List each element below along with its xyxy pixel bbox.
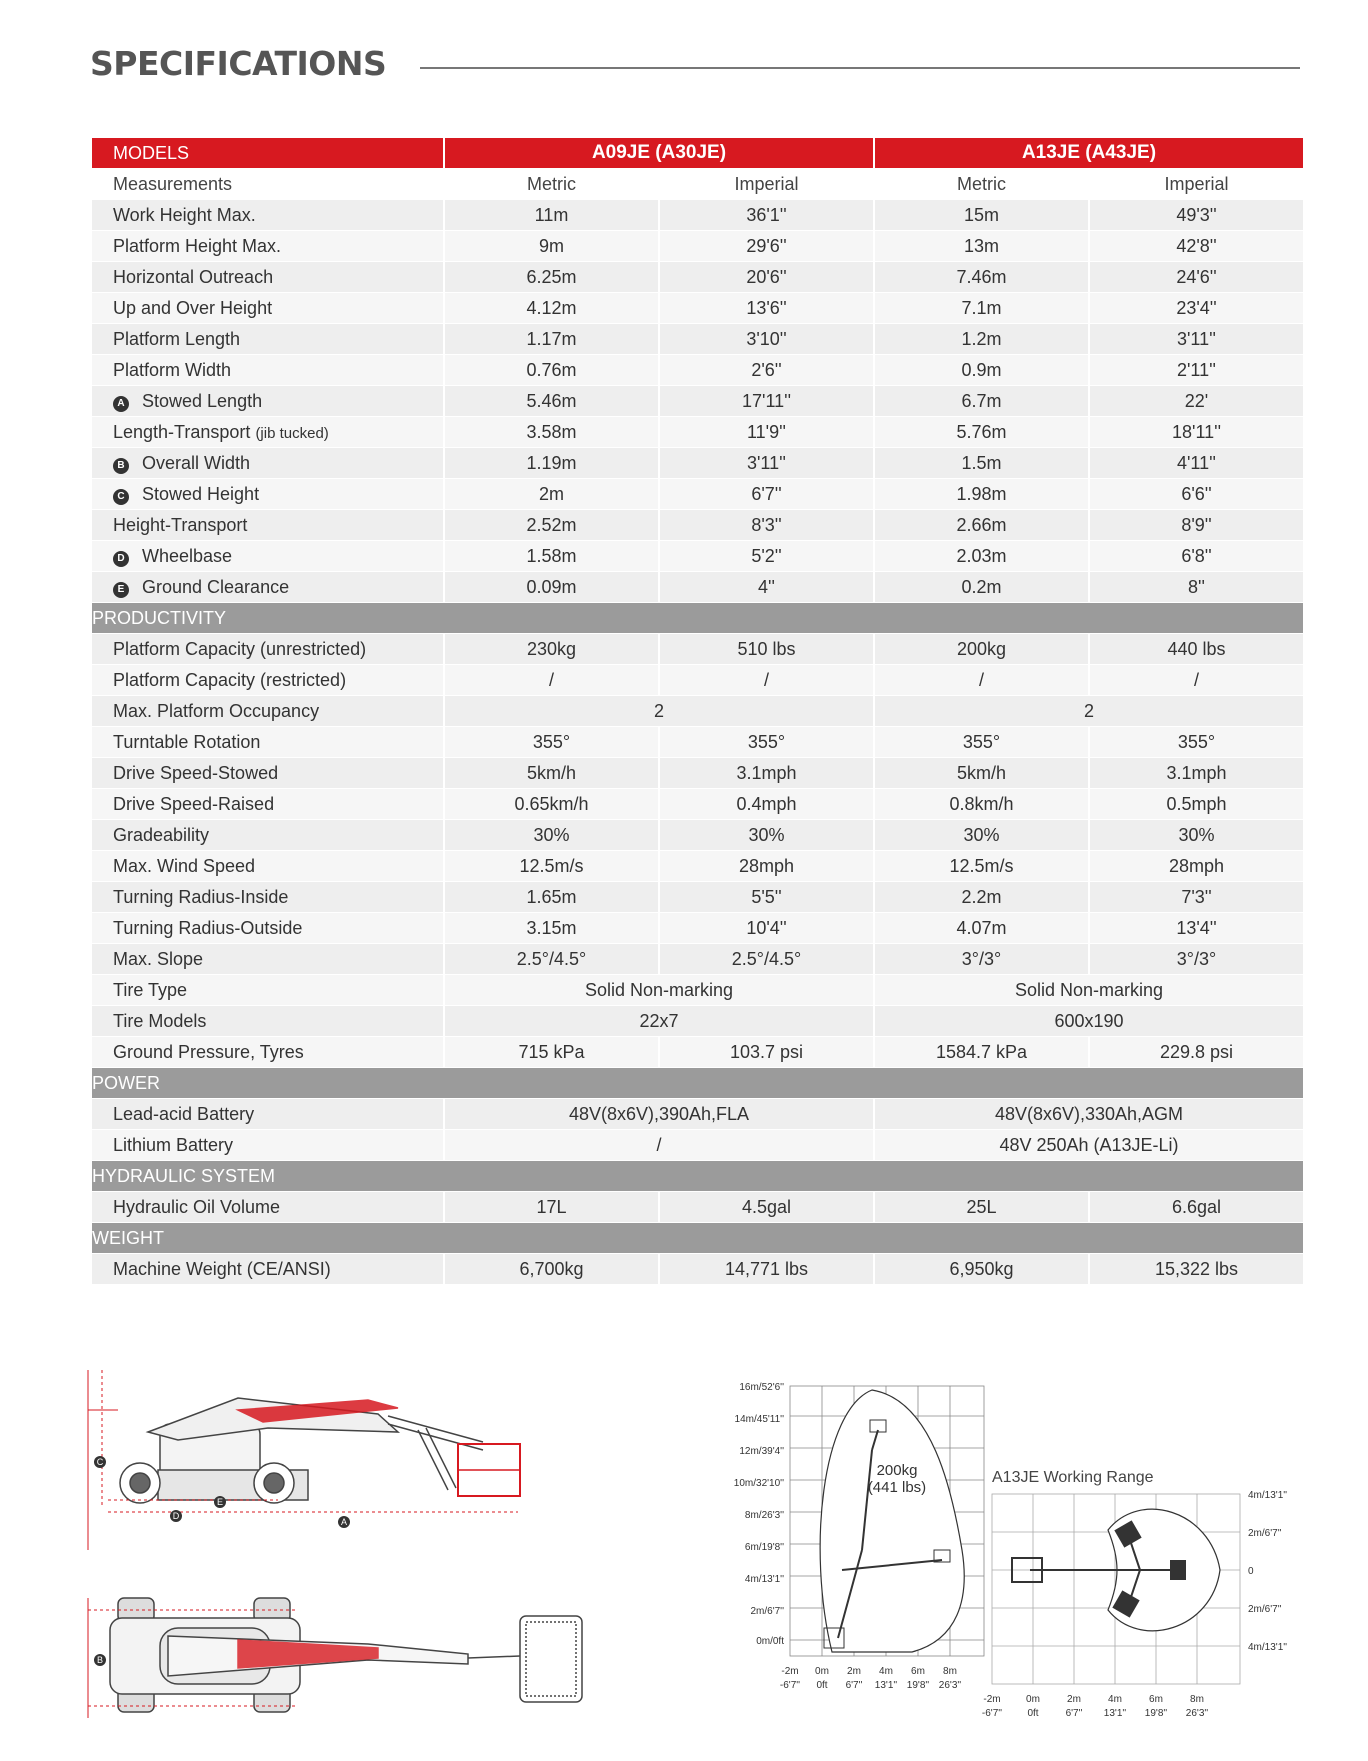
model-a-imperial-value: 5'5'' [660,882,873,912]
model-a-header: A09JE (A30JE) [445,138,873,168]
dimension-badge: A [113,396,129,412]
model-b-metric-value: 0.9m [875,355,1088,385]
row-label-text: Length-Transport [113,421,251,442]
range-x-tick-label: 2m [847,1666,861,1677]
model-b-metric-value: 5km/h [875,758,1088,788]
model-a-metric-value: 715 kPa [445,1037,658,1067]
model-a-metric-value: 355° [445,727,658,757]
model-a-imperial-value: 355° [660,727,873,757]
row-label [92,975,443,1005]
model-b-metric-value: 1.98m [875,479,1088,509]
model-b-imperial-value: 3'11'' [1090,324,1303,354]
model-a-metric-value: 0.09m [445,572,658,602]
working-range-x-tick-label-imperial: 0ft [1027,1708,1039,1719]
range-x-tick-label-imperial: 13'1'' [874,1680,898,1691]
model-a-metric-value: 1.19m [445,448,658,478]
imperial-a-label: Imperial [734,173,799,194]
specifications-table [90,137,1305,1285]
table-row [92,324,1303,354]
table-row [92,1006,1303,1036]
working-range-x-tick-label: -2m [983,1694,1001,1705]
section-header [92,1161,1303,1191]
row-label [92,293,443,323]
table-row [92,386,1303,416]
row-label [92,200,443,230]
range-x-tick-label: 4m [879,1666,893,1677]
model-b-imperial-value: 8'9'' [1090,510,1303,540]
row-label [92,758,443,788]
model-b-imperial-value: 6'8'' [1090,541,1303,571]
row-label [92,324,443,354]
row-label-text: Max. Platform Occupancy [113,700,320,721]
table-row [92,293,1303,323]
model-a-metric-value: 12.5m/s [445,851,658,881]
model-a-metric-value: 2m [445,479,658,509]
model-a-imperial-value: 103.7 psi [660,1037,873,1067]
section-header [92,603,1303,633]
header-row [92,138,1303,168]
model-a-metric-value: 4.12m [445,293,658,323]
model-b-imperial-value: 0.5mph [1090,789,1303,819]
section-header [92,1223,1303,1253]
table-row [92,200,1303,230]
model-a-imperial-value: 36'1'' [660,200,873,230]
model-b-imperial-value: 23'4'' [1090,293,1303,323]
row-label-text: Max. Wind Speed [113,855,256,876]
row-label-text: Platform Capacity (unrestricted) [113,638,367,659]
table-row [92,1192,1303,1222]
working-range-x-tick-label-imperial: -6'7'' [981,1708,1003,1719]
model-b-imperial-value: 440 lbs [1090,634,1303,664]
working-range-x-tick-label: 0m [1026,1694,1040,1705]
metric-b-label: Metric [957,173,1006,194]
row-label [92,510,443,540]
range-x-tick-label: 0m [815,1666,829,1677]
section-title: WEIGHT [92,1223,1303,1253]
units-row [92,169,1303,199]
model-a-imperial-value: 8'3'' [660,510,873,540]
range-x-tick-label-imperial: 6'7'' [845,1680,863,1691]
model-a-metric-value: 6,700kg [445,1254,658,1284]
model-b-imperial-value: 229.8 psi [1090,1037,1303,1067]
working-range-x-tick-label: 6m [1149,1694,1163,1705]
row-label [92,1006,443,1036]
model-b-metric-value: 13m [875,231,1088,261]
row-label [92,448,443,478]
model-b-metric-value: 30% [875,820,1088,850]
model-a-imperial-value: 510 lbs [660,634,873,664]
section-title: POWER [92,1068,1303,1098]
model-a-imperial-value: 11'9'' [660,417,873,447]
model-a-value: 48V(8x6V),390Ah,FLA [445,1099,873,1129]
range-y-tick-label: 0m/0ft [756,1636,784,1647]
row-label-text: Drive Speed-Raised [113,793,275,814]
model-b-metric-value: 355° [875,727,1088,757]
working-range-y-tick-label: 4m/13'1'' [1248,1642,1288,1653]
table-row [92,634,1303,664]
top-view-diagram [88,1588,588,1728]
table-row [92,417,1303,447]
side-label-d: D [172,1511,180,1521]
row-label [92,696,443,726]
working-range-x-tick-label: 4m [1108,1694,1122,1705]
model-a-value: Solid Non-marking [445,975,873,1005]
model-a-imperial-value: 13'6'' [660,293,873,323]
row-label [92,355,443,385]
row-label-text: Lead-acid Battery [113,1103,255,1124]
model-a-metric-value: 5km/h [445,758,658,788]
model-b-imperial-value: 355° [1090,727,1303,757]
range-chart [712,1370,1002,1730]
metric-a-label: Metric [527,173,576,194]
model-b-metric-value: 1.2m [875,324,1088,354]
model-b-imperial-value: 3°/3° [1090,944,1303,974]
row-label-text: Up and Over Height [113,297,273,318]
model-a-value: 22x7 [445,1006,873,1036]
row-label-text: Turning Radius-Inside [113,886,289,907]
row-label [92,789,443,819]
row-label [92,479,443,509]
model-b-metric-value: 2.2m [875,882,1088,912]
model-b-value: 2 [875,696,1303,726]
row-label-text: Hydraulic Oil Volume [113,1196,281,1217]
model-a-metric-value: 17L [445,1192,658,1222]
side-label-e: E [216,1497,224,1507]
model-a-imperial-value: 17'11'' [660,386,873,416]
range-x-tick-label-imperial: -6'7'' [779,1680,801,1691]
range-y-tick-label: 16m/52'6'' [739,1382,784,1393]
dimension-badge: D [113,551,129,567]
working-range-y-tick-label: 2m/6'7'' [1248,1528,1282,1539]
row-label-text: Stowed Length [142,390,263,411]
row-label [92,541,443,571]
table-row [92,510,1303,540]
table-row [92,262,1303,292]
model-b-imperial-value: 18'11'' [1090,417,1303,447]
row-label-text: Platform Capacity (restricted) [113,669,347,690]
model-b-metric-value: 5.76m [875,417,1088,447]
row-label [92,820,443,850]
model-a-metric-value: 0.65km/h [445,789,658,819]
row-label-text: Turntable Rotation [113,731,261,752]
table-row [92,665,1303,695]
model-a-metric-value: 1.58m [445,541,658,571]
row-label-text: Machine Weight (CE/ANSI) [113,1258,331,1279]
row-label [92,231,443,261]
table-row [92,975,1303,1005]
dimension-badge: C [113,489,129,505]
working-range-diagram [981,1460,1320,1730]
table-row [92,572,1303,602]
model-b-imperial-value: 3.1mph [1090,758,1303,788]
range-y-tick-label: 4m/13'1'' [744,1574,784,1585]
model-a-metric-value: 9m [445,231,658,261]
model-a-imperial-value: 5'2'' [660,541,873,571]
model-a-imperial-value: 28mph [660,851,873,881]
row-label [92,1254,443,1284]
model-a-imperial-value: 2'6'' [660,355,873,385]
model-b-value: 48V(8x6V),330Ah,AGM [875,1099,1303,1129]
model-b-metric-value: 15m [875,200,1088,230]
model-b-imperial-value: 30% [1090,820,1303,850]
model-b-metric-value: 6,950kg [875,1254,1088,1284]
row-label-text: Platform Height Max. [113,235,282,256]
model-b-metric-value: 4.07m [875,913,1088,943]
model-a-metric-value: 2.5°/4.5° [445,944,658,974]
model-b-imperial-value: 4'11'' [1090,448,1303,478]
row-label [92,665,443,695]
row-label-text: Lithium Battery [113,1134,234,1155]
range-y-tick-label: 2m/6'7'' [750,1606,784,1617]
model-b-metric-value: 2.66m [875,510,1088,540]
model-a-metric-value: 2.52m [445,510,658,540]
row-label [92,1192,443,1222]
table-row [92,820,1303,850]
table-row [92,479,1303,509]
row-label-text: Stowed Height [142,483,260,504]
row-label-text: Ground Pressure, Tyres [113,1041,304,1062]
range-load-label-imperial: (441 lbs) [867,1479,927,1496]
model-a-imperial-value: 6'7'' [660,479,873,509]
row-label-text: Gradeability [113,824,210,845]
model-b-metric-value: / [875,665,1088,695]
working-range-y-tick-label: 4m/13'1'' [1248,1490,1288,1501]
model-b-metric-value: 0.2m [875,572,1088,602]
section-title: PRODUCTIVITY [92,603,1303,633]
table-row [92,727,1303,757]
model-a-imperial-value: / [660,665,873,695]
row-label [92,882,443,912]
row-label [92,1099,443,1129]
model-b-imperial-value: 22' [1090,386,1303,416]
model-b-metric-value: 7.1m [875,293,1088,323]
row-label-note: (jib tucked) [255,424,329,442]
model-a-imperial-value: 4'' [660,572,873,602]
working-range-y-tick-label: 2m/6'7'' [1248,1604,1282,1615]
table-row [92,944,1303,974]
model-a-imperial-value: 3'10'' [660,324,873,354]
working-range-x-tick-label-imperial: 19'8'' [1144,1708,1168,1719]
model-b-metric-value: 1584.7 kPa [875,1037,1088,1067]
model-a-imperial-value: 10'4'' [660,913,873,943]
table-row [92,355,1303,385]
model-a-metric-value: 6.25m [445,262,658,292]
model-a-value: / [445,1130,873,1160]
row-label-text: Turning Radius-Outside [113,917,303,938]
table-row [92,541,1303,571]
model-b-value: 48V 250Ah (A13JE-Li) [875,1130,1303,1160]
range-x-tick-label: 8m [943,1666,957,1677]
model-b-imperial-value: 2'11'' [1090,355,1303,385]
range-x-tick-label-imperial: 19'8'' [906,1680,930,1691]
table-row [92,1130,1303,1160]
table-row [92,1037,1303,1067]
model-a-metric-value: 0.76m [445,355,658,385]
row-label-text: Horizontal Outreach [113,266,274,287]
model-a-metric-value: / [445,665,658,695]
row-label [92,851,443,881]
model-a-imperial-value: 14,771 lbs [660,1254,873,1284]
section-header [92,1068,1303,1098]
model-a-metric-value: 1.17m [445,324,658,354]
working-range-x-tick-label-imperial: 6'7'' [1065,1708,1083,1719]
working-range-title: A13JE Working Range [992,1469,1154,1486]
model-a-metric-value: 30% [445,820,658,850]
row-label [92,913,443,943]
model-b-metric-value: 1.5m [875,448,1088,478]
model-a-imperial-value: 2.5°/4.5° [660,944,873,974]
model-b-metric-value: 6.7m [875,386,1088,416]
model-b-metric-value: 2.03m [875,541,1088,571]
page-title: SPECIFICATIONS [90,44,387,83]
model-a-metric-value: 5.46m [445,386,658,416]
model-b-imperial-value: 24'6'' [1090,262,1303,292]
row-label-text: Drive Speed-Stowed [113,762,279,783]
model-b-imperial-value: 49'3'' [1090,200,1303,230]
table-row [92,789,1303,819]
model-b-value: 600x190 [875,1006,1303,1036]
row-label-text: Height-Transport [113,514,248,535]
model-b-imperial-value: 28mph [1090,851,1303,881]
row-label-text: Tire Models [113,1010,207,1031]
model-a-imperial-value: 20'6'' [660,262,873,292]
model-b-imperial-value: 13'4'' [1090,913,1303,943]
row-label [92,572,443,602]
table-row [92,696,1303,726]
working-range-x-tick-label: 2m [1067,1694,1081,1705]
model-b-metric-value: 12.5m/s [875,851,1088,881]
table-row [92,913,1303,943]
measurements-label: Measurements [113,173,233,194]
row-label [92,386,443,416]
table-row [92,1099,1303,1129]
model-a-imperial-value: 0.4mph [660,789,873,819]
table-row [92,231,1303,261]
row-label [92,417,443,447]
table-row [92,882,1303,912]
working-range-x-tick-label-imperial: 26'3'' [1185,1708,1209,1719]
range-y-tick-label: 12m/39'4'' [739,1446,784,1457]
model-b-imperial-value: / [1090,665,1303,695]
model-a-imperial-value: 30% [660,820,873,850]
model-b-metric-value: 3°/3° [875,944,1088,974]
side-label-a: A [340,1517,348,1527]
row-label-text: Max. Slope [113,948,204,969]
range-x-tick-label-imperial: 0ft [816,1680,828,1691]
model-a-metric-value: 230kg [445,634,658,664]
model-a-imperial-value: 4.5gal [660,1192,873,1222]
model-b-header: A13JE (A43JE) [875,138,1303,168]
model-b-metric-value: 25L [875,1192,1088,1222]
range-y-tick-label: 14m/45'11'' [734,1414,784,1425]
model-b-metric-value: 0.8km/h [875,789,1088,819]
row-label-text: Wheelbase [142,545,233,566]
range-y-tick-label: 8m/26'3'' [744,1510,784,1521]
model-a-imperial-value: 29'6'' [660,231,873,261]
section-title: HYDRAULIC SYSTEM [92,1161,1303,1191]
model-b-imperial-value: 7'3'' [1090,882,1303,912]
working-range-x-tick-label: 8m [1190,1694,1204,1705]
range-load-label: 200kg [876,1462,918,1479]
model-a-metric-value: 3.15m [445,913,658,943]
model-a-value: 2 [445,696,873,726]
row-label [92,727,443,757]
row-label-text: Platform Length [113,328,241,349]
row-label [92,944,443,974]
range-y-tick-label: 10m/32'10'' [733,1478,784,1489]
dimension-badge: B [113,458,129,474]
models-header: MODELS [92,138,443,168]
range-y-tick-label: 6m/19'8'' [744,1542,784,1553]
table-row [92,758,1303,788]
row-label [92,634,443,664]
top-label-b: B [96,1655,104,1665]
side-view-diagram [88,1370,588,1550]
row-label [92,1037,443,1067]
row-label-text: Ground Clearance [142,576,290,597]
dimension-badge: E [113,582,129,598]
model-b-imperial-value: 15,322 lbs [1090,1254,1303,1284]
model-b-imperial-value: 6.6gal [1090,1192,1303,1222]
row-label-text: Work Height Max. [113,204,256,225]
table-row [92,851,1303,881]
model-b-value: Solid Non-marking [875,975,1303,1005]
model-b-metric-value: 200kg [875,634,1088,664]
model-a-imperial-value: 3.1mph [660,758,873,788]
table-row [92,448,1303,478]
model-b-imperial-value: 42'8'' [1090,231,1303,261]
model-b-imperial-value: 6'6'' [1090,479,1303,509]
row-label-text: Overall Width [142,452,251,473]
table-row [92,1254,1303,1284]
range-x-tick-label: 6m [911,1666,925,1677]
model-a-imperial-value: 3'11'' [660,448,873,478]
imperial-b-label: Imperial [1164,173,1229,194]
model-a-metric-value: 11m [445,200,658,230]
working-range-y-tick-label: 0 [1248,1566,1254,1577]
range-x-tick-label-imperial: 26'3'' [938,1680,962,1691]
model-a-metric-value: 3.58m [445,417,658,447]
row-label-text: Platform Width [113,359,232,380]
range-x-tick-label: -2m [781,1666,799,1677]
row-label-text: Tire Type [113,979,188,1000]
row-label [92,1130,443,1160]
model-a-metric-value: 1.65m [445,882,658,912]
model-b-metric-value: 7.46m [875,262,1088,292]
title-divider [420,67,1300,69]
row-label [92,262,443,292]
side-label-c: C [96,1457,104,1467]
model-b-imperial-value: 8'' [1090,572,1303,602]
working-range-x-tick-label-imperial: 13'1'' [1103,1708,1127,1719]
